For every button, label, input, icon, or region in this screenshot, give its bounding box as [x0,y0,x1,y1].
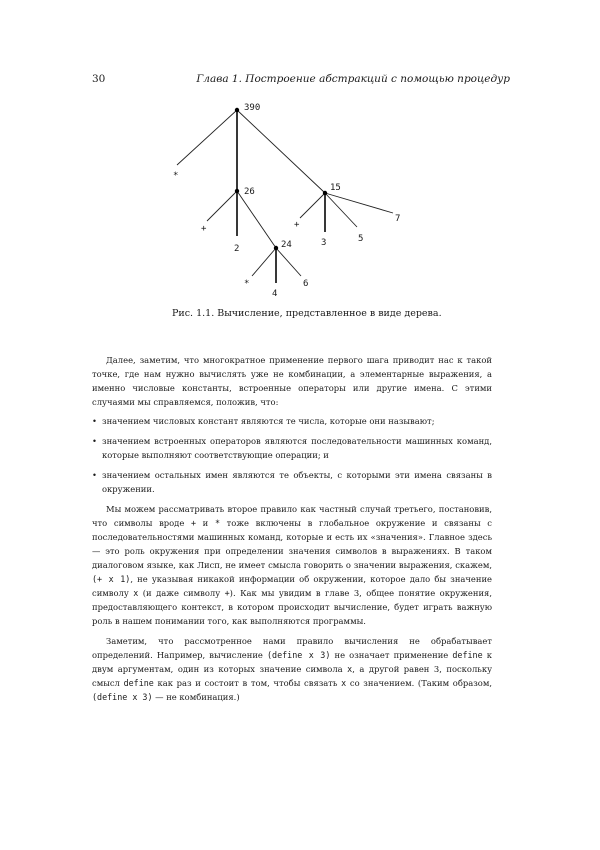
text-run: к двум аргументам, один из которых значение символа [92,650,492,674]
code-span: (define x 3) [92,692,153,702]
page-number: 30 [92,73,106,85]
tree-edge [300,193,325,218]
tree-node-dot [274,246,278,250]
text-run: , не указывая никакой информации об окружении, которое дало бы значение символу [92,574,493,598]
tree-edge [237,191,276,248]
evaluation-tree-figure [0,0,600,330]
text-run: Заметим, что рассмотренное нами правило вычисления не обрабатывает определений. Например, вычисление [92,636,492,660]
bullet-list [92,414,492,496]
bullet-icon: • [92,416,97,426]
code-span: * [214,518,220,528]
tree-node-label: 24 [281,240,292,250]
code-span: define [123,678,154,688]
code-span: x [347,664,353,674]
paragraph [92,502,492,628]
list-item-text: значением встроенных операторов являются последовательности машинных команд, которые выполняют соответствующие операции; и [102,436,492,460]
tree-edge [207,191,237,221]
tree-node-label: 5 [358,234,364,244]
tree-node-dot [235,108,239,112]
text-run: Мы можем рассматривать второе правило как частный случай третьего, постановив, что символы вроде [92,504,492,528]
tree-node-label: 7 [395,214,401,224]
tree-edge [237,110,325,193]
text-run: и [196,518,215,528]
tree-node-label: 6 [303,279,309,289]
tree-node-dot [235,189,239,193]
text-run: как раз и состоит в том, чтобы связать [153,678,342,688]
tree-node-label: 4 [272,289,278,299]
paragraph [92,634,492,704]
list-item-text: значением числовых констант являются те числа, которые они называют; [102,416,435,426]
text-run: , а другой равен 3, поскольку смысл [92,664,493,688]
list-item [92,468,492,496]
code-span: (+ x 1) [92,574,131,584]
tree-node-label: * [244,279,250,289]
list-item-text: значением остальных имен являются те объекты, с которыми эти имена связаны в окружении. [102,470,492,494]
tree-node-dot [323,191,327,195]
tree-edge [325,193,393,213]
code-span: + [224,588,230,598]
tree-node-label: 26 [244,187,255,197]
tree-node-label: + [201,224,207,234]
text-run: со значением. (Таким образом, [346,678,493,688]
running-title: Глава 1. Построение абстракций с помощью процедур [196,73,510,85]
tree-node-label: + [294,220,300,230]
text-run: — не комбинация.) [152,692,240,702]
bullet-icon: • [92,436,97,446]
tree-node-label: 15 [330,183,341,193]
text-run: тоже включены в глобальное окружение и связаны с последовательностями машинных команд, которые и есть их «значения». Главное здесь — это роль окружения при определении значения символов в выражениях. В таком диалоговом языке, как Лисп, не имеет смысла говорить о значении выражения, скажем, [92,518,492,570]
text-run: (и даже символу [138,588,225,598]
bullet-icon: • [92,470,97,480]
code-span: + [190,518,197,528]
list-item [92,414,492,428]
tree-node-label: 2 [234,244,240,254]
paragraph: Далее, заметим, что многократное применение первого шага приводит нас к такой точке, где нам нужно вычислять уже не комбинации, а элементарные выражения, а именно числовые константы, встроенные операторы или другие имена. С этими случаями мы справляемся, положив, что: [92,355,492,407]
code-span: x [341,678,347,688]
tree-edge [252,248,276,276]
tree-node-label: 3 [321,238,327,248]
list-item [92,434,492,462]
tree-edge [276,248,301,276]
figure-caption: Рис. 1.1. Вычисление, представленное в виде дерева. [172,308,442,319]
code-span: x [133,588,139,598]
tree-node-label: 390 [244,103,261,113]
tree-edge [177,110,237,165]
text-run: не означает применение [330,650,453,660]
code-span: define [452,650,483,660]
body-text [92,353,492,704]
code-span: (define x 3) [266,650,331,660]
tree-node-label: * [173,171,179,181]
text-run: ). Как мы увидим в главе 3, общее понятие окружения, предоставляющего контекст, в котором происходит вычисление, будет играть важную роль в нашем понимании того, как выполняются программы. [92,588,492,626]
